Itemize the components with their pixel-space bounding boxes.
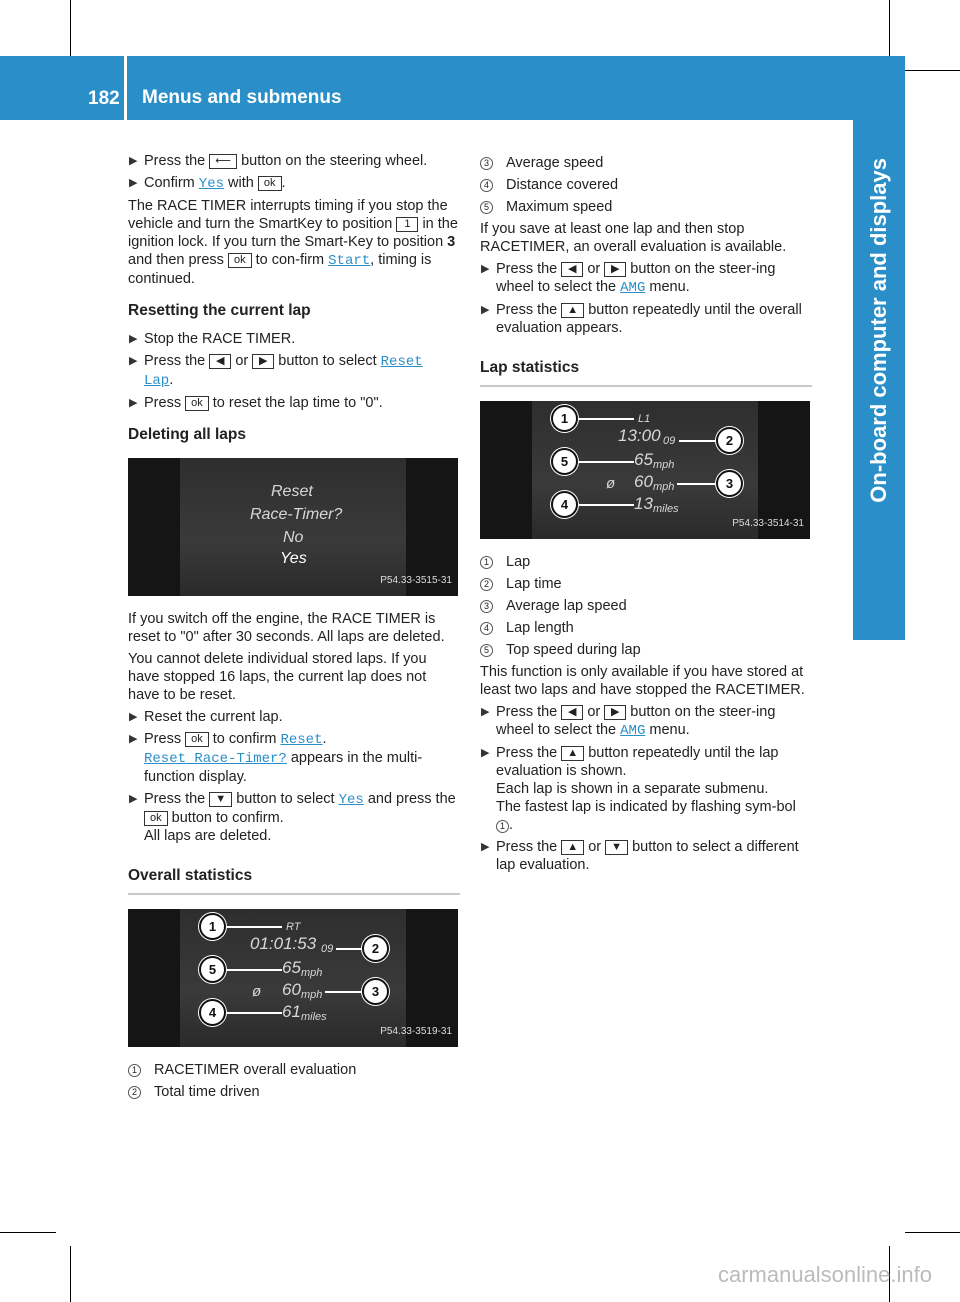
left-key-icon: ◀ [209,354,231,369]
legend-item: 5 Top speed during lap [480,641,812,659]
down-key-icon: ▼ [209,792,232,807]
figure-code: P54.33-3514-31 [732,518,804,529]
ok-key-icon: ok [185,732,209,747]
callout-4-icon: 4 [551,491,578,518]
page-title: Menus and submenus [142,87,342,108]
legend-item: 3 Average lap speed [480,597,812,615]
paragraph: If you switch off the engine, the RACE TIMER is reset to "0" after 30 seconds. All laps are deleted. [128,611,445,645]
up-key-icon: ▲ [561,746,584,761]
instruction-step: ▶ Press the ◀ or ▶ button on the steer-ing wheel to select the AMG menu. [481,261,776,296]
instruction-step: ▶ Press ok to confirm Reset. Reset Race-Timer? appears in the multi-function display. [129,731,423,785]
instruction-step: ▶ Press ok to reset the lap time to "0". [129,395,383,411]
arrow-icon: ▶ [481,841,490,853]
paragraph: If you save at least one lap and then stop RACETIMER, an overall evaluation is available. [480,221,787,255]
paragraph: This function is only available if you have stored at least two laps and have stopped the RACETIMER. [480,664,805,698]
callout-5-icon: 5 [551,448,578,475]
instruction-step: ▶ Reset the current lap. [129,709,283,725]
header-divider [124,56,127,120]
callout-4-icon: 4 [480,622,493,635]
crop-mark [70,0,71,56]
callout-3-icon: 3 [480,157,493,170]
figure-code: P54.33-3515-31 [380,575,452,586]
reset-dialog-figure [128,458,458,596]
instruction-step: ▶ Confirm Yes with ok . [129,175,286,192]
arrow-icon: ▶ [481,263,490,275]
figure-text: Race-Timer? [250,506,343,523]
page-number: 182 [88,88,120,109]
up-key-icon: ▲ [561,840,584,855]
figure-text: Yes [280,550,307,567]
legend-item: 1 Lap [480,553,812,571]
instruction-step: ▶ Press the ▲ button repeatedly until the overall evaluation appears. [481,302,802,336]
arrow-icon: ▶ [129,355,138,367]
instruction-step: ▶ Press the ⟵ button on the steering wheel. [129,153,428,169]
callout-4-icon: 4 [480,179,493,192]
instruction-step: ▶ Press the ▲ button repeatedly until the lap evaluation is shown. Each lap is shown in a separate submenu. The fastest lap is indicated by flashing sym-bol 1 . [481,745,796,833]
section-tab [853,120,905,640]
legend-item: 5 Maximum speed [480,198,812,216]
right-column [480,154,812,878]
heading-lap: Lap statistics [480,359,812,387]
callout-4-icon: 4 [199,999,226,1026]
callout-1-icon: 1 [199,913,226,940]
callout-2-icon: 2 [362,935,389,962]
lap-stats-figure: L1 13:00 09 65 mph ø 60 mph 13 miles 1 2 5 3 4 P54.33-3514-31 [480,401,810,539]
heading-deleting: Deleting all laps [128,426,247,443]
right-key-icon: ▶ [604,262,626,277]
legend-item: 1 RACETIMER overall evaluation [128,1061,460,1079]
paragraph: The RACE TIMER interrupts timing if you stop the vehicle and turn the SmartKey to position 1 in the ignition lock. If you turn the Smart-Key to position 3 and then press ok to con-firm Start, timing is continued. [128,198,458,287]
arrow-icon: ▶ [129,155,138,167]
callout-3-icon: 3 [716,470,743,497]
instruction-step: ▶ Press the ▼ button to select Yes and press the ok button to confirm. All laps are deleted. [129,791,456,844]
left-key-icon: ◀ [561,262,583,277]
figure-text: No [283,529,304,546]
instruction-step: ▶ Press the ◀ or ▶ button to select Reset Lap. [129,353,423,389]
heading-overall: Overall statistics [128,867,460,895]
legend-item: 4 Distance covered [480,176,812,194]
callout-3-icon: 3 [480,600,493,613]
up-key-icon: ▲ [561,303,584,318]
callout-5-icon: 5 [480,201,493,214]
ok-key-icon: ok [258,176,282,191]
overall-stats-figure: RT 01:01:53 09 65 mph ø 60 mph 61 miles 1 2 5 3 4 P54.33-3519-31 [128,909,458,1047]
right-key-icon: ▶ [252,354,274,369]
legend-item: 2 Total time driven [128,1083,460,1101]
position-key-icon: 1 [396,217,418,232]
callout-3-icon: 3 [362,978,389,1005]
arrow-icon: ▶ [481,706,490,718]
legend-item: 2 Lap time [480,575,812,593]
arrow-icon: ▶ [129,733,138,745]
figure-code: P54.33-3519-31 [380,1026,452,1037]
instruction-step: ▶ Press the ▲ or ▼ button to select a different lap evaluation. [481,839,799,873]
crop-mark [905,70,960,71]
callout-2-icon: 2 [480,578,493,591]
arrow-icon: ▶ [129,397,138,409]
callout-5-icon: 5 [480,644,493,657]
ok-key-icon: ok [185,396,209,411]
callout-1-icon: 1 [128,1064,141,1077]
right-key-icon: ▶ [604,705,626,720]
arrow-icon: ▶ [129,177,138,189]
heading-resetting: Resetting the current lap [128,302,311,319]
callout-1-icon: 1 [496,820,509,833]
arrow-icon: ▶ [481,747,490,759]
arrow-icon: ▶ [129,333,138,345]
arrow-icon: ▶ [129,793,138,805]
crop-mark [889,0,890,56]
callout-1-icon: 1 [551,405,578,432]
crop-mark [70,1246,71,1302]
section-title: On-board computer and displays [866,158,891,503]
callout-5-icon: 5 [199,956,226,983]
callout-2-icon: 2 [128,1086,141,1099]
figure-text: Reset [271,483,313,500]
callout-2-icon: 2 [716,427,743,454]
legend-item: 3 Average speed [480,154,812,172]
callout-1-icon: 1 [480,556,493,569]
ok-key-icon: ok [144,811,168,826]
left-column [128,152,460,1105]
left-key-icon: ◀ [561,705,583,720]
arrow-icon: ▶ [481,304,490,316]
crop-mark [905,1232,960,1233]
paragraph: You cannot delete individual stored laps. If you have stopped 16 laps, the current lap does not have to be reset. [128,651,427,703]
down-key-icon: ▼ [605,840,628,855]
legend-item: 4 Lap length [480,619,812,637]
back-key-icon: ⟵ [209,154,237,169]
page-header [0,56,905,120]
ok-key-icon: ok [228,253,252,268]
crop-mark [0,1232,56,1233]
instruction-step: ▶ Stop the RACE TIMER. [129,331,296,347]
watermark: carmanualsonline.info [717,1262,932,1287]
arrow-icon: ▶ [129,711,138,723]
instruction-step: ▶ Press the ◀ or ▶ button on the steer-ing wheel to select the AMG menu. [481,704,776,739]
